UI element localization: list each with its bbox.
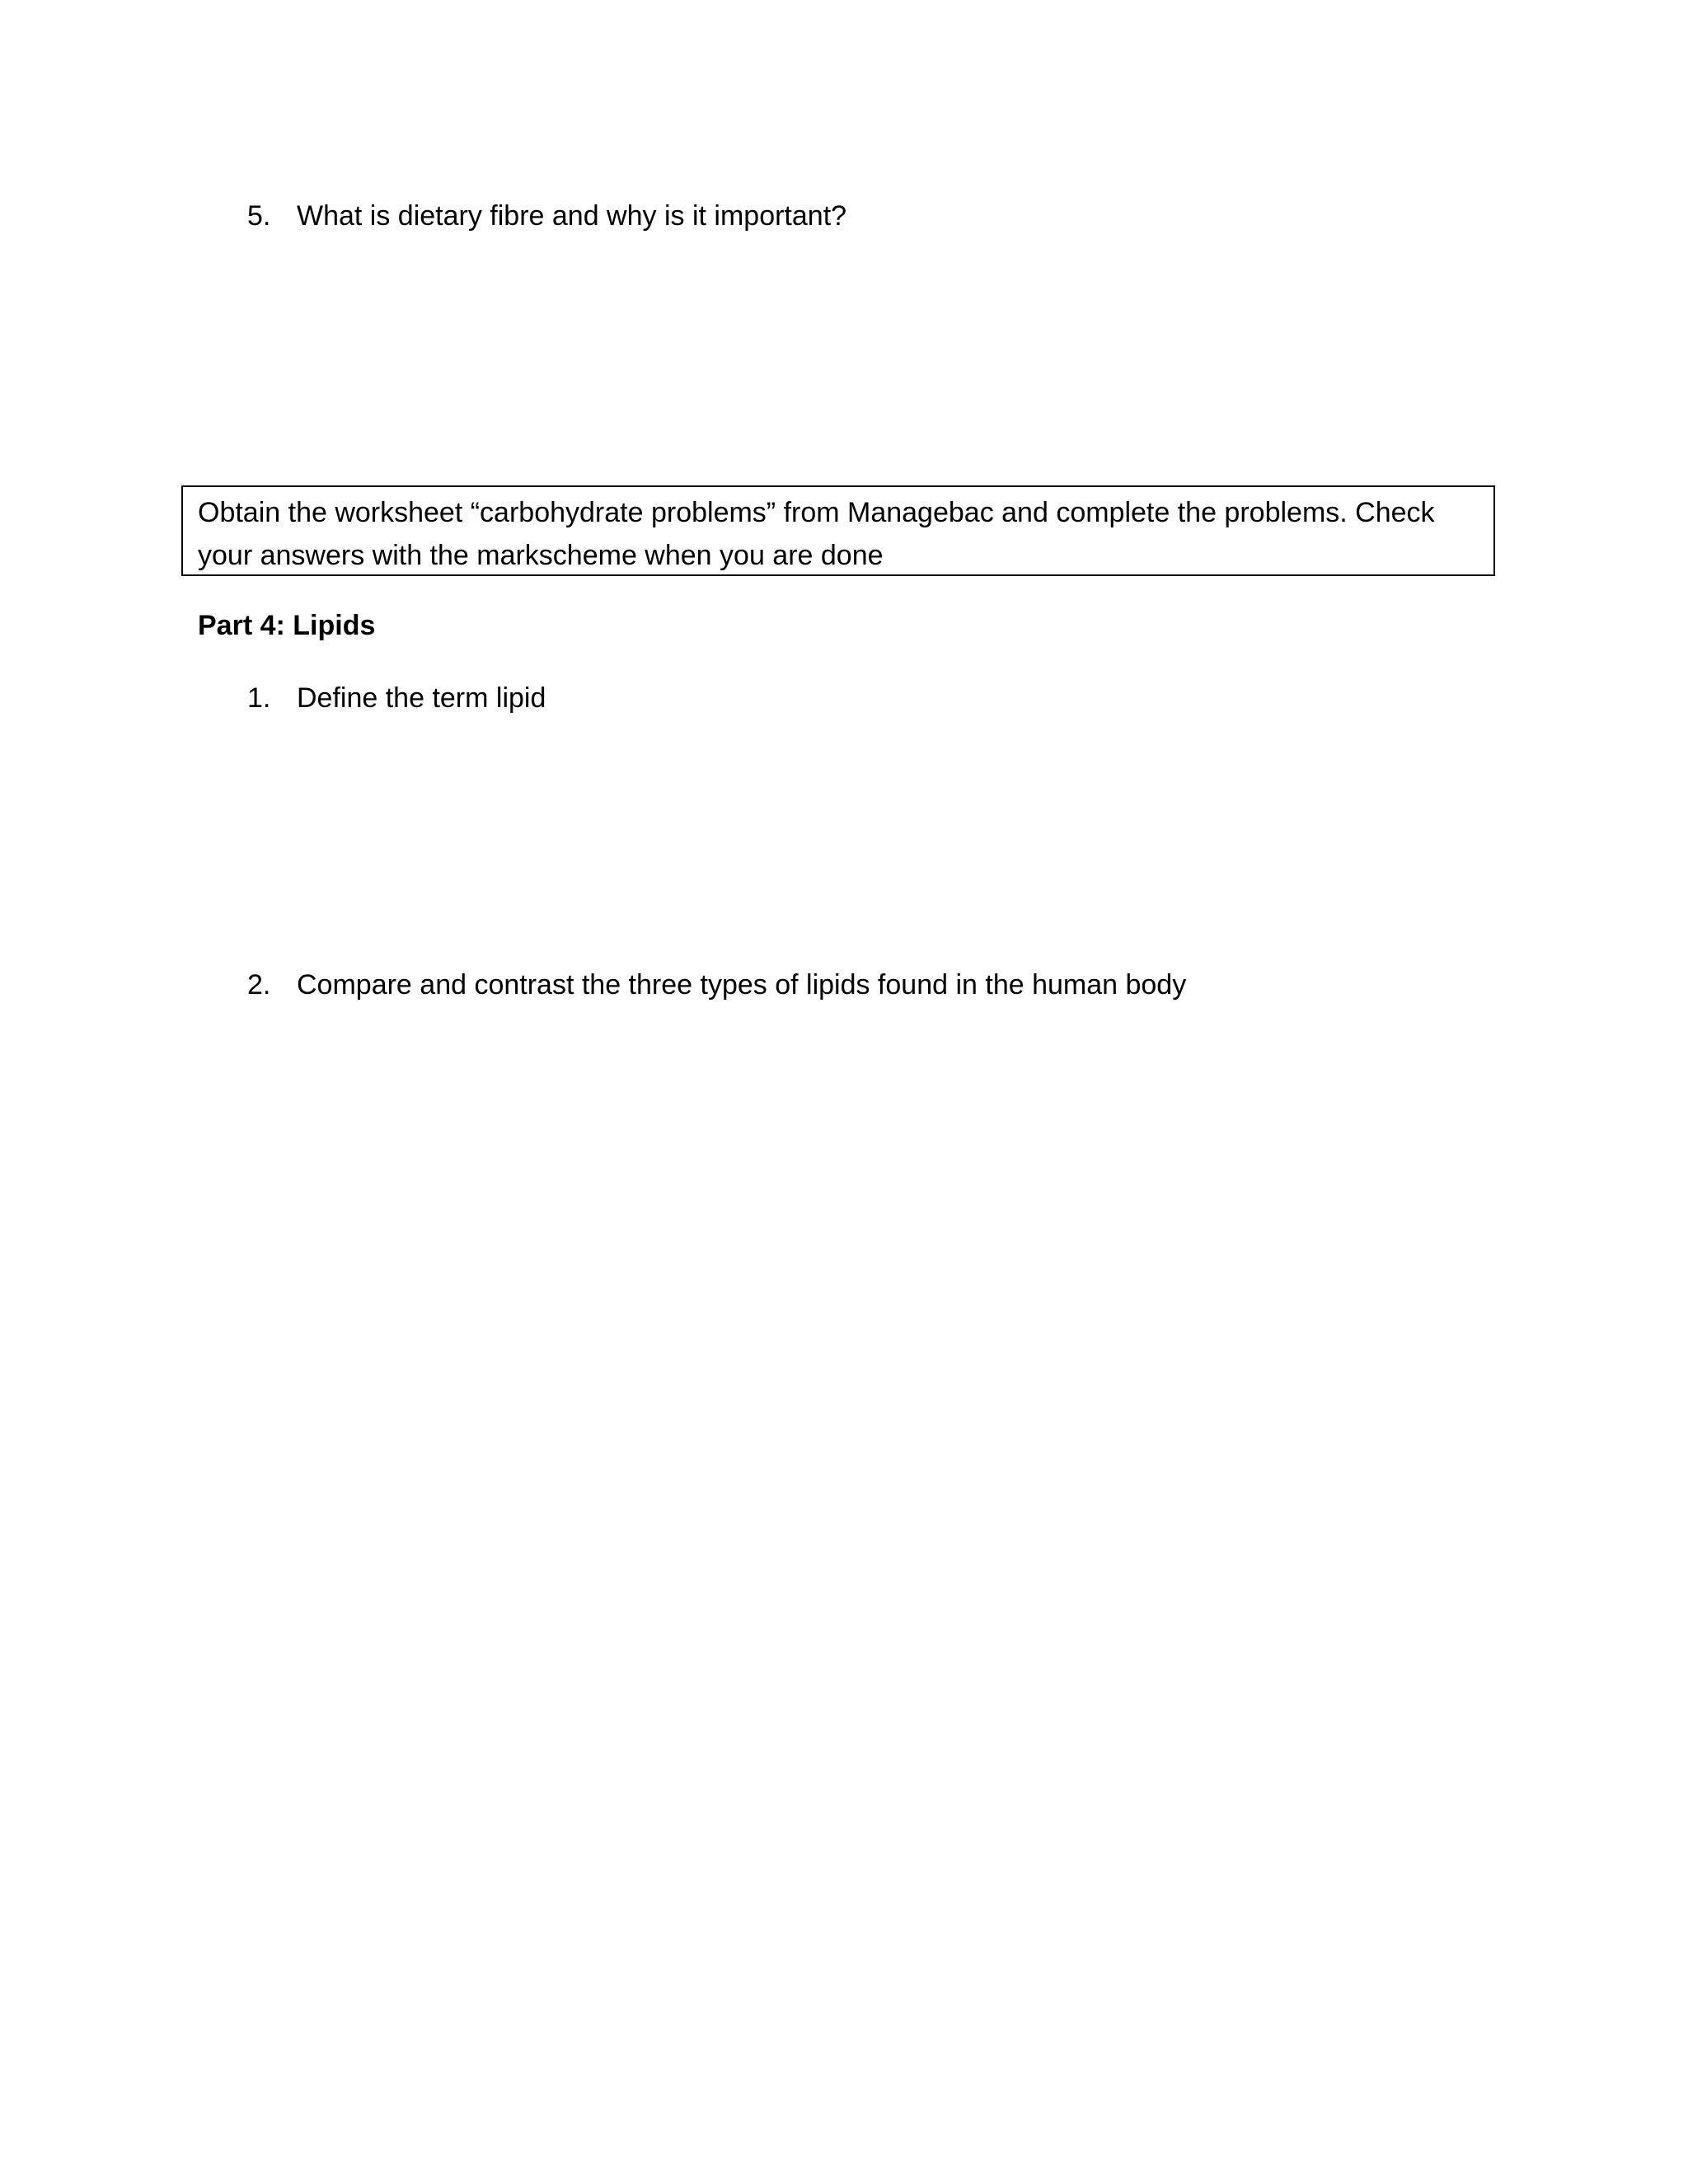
question-text: Compare and contrast the three types of lipids found in the human body xyxy=(297,969,1187,1001)
question-5 xyxy=(247,199,1566,232)
question-text: Define the term lipid xyxy=(297,682,546,714)
question-1 xyxy=(247,682,1566,715)
question-number: 5. xyxy=(247,200,271,232)
section-heading: Part 4: Lipids xyxy=(198,610,376,641)
question-number: 1. xyxy=(247,682,271,714)
instruction-box xyxy=(181,485,1495,576)
instruction-text: Obtain the worksheet “carbohydrate problems” from Managebac and complete the problems. Check your answers with the markscheme when you are done xyxy=(198,497,1435,571)
question-text: What is dietary fibre and why is it important? xyxy=(297,200,847,232)
question-number: 2. xyxy=(247,969,271,1001)
question-2 xyxy=(247,968,1566,1001)
